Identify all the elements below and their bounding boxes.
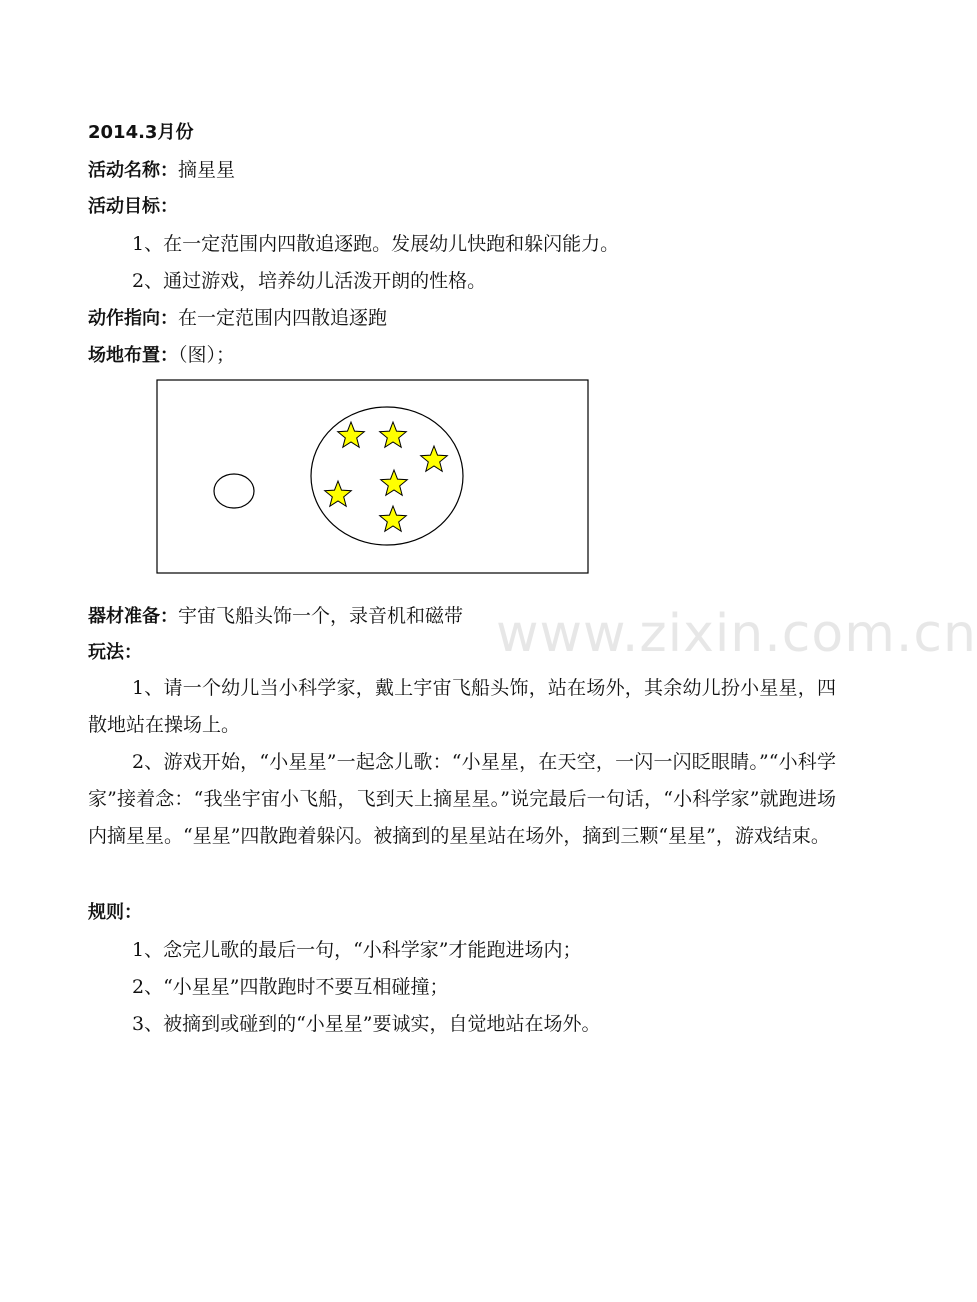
rules-label: 规则： bbox=[88, 902, 142, 923]
venue-row bbox=[88, 343, 235, 368]
gameplay-item: 1、请一个幼儿当小科学家，戴上宇宙飞船头饰，站在场外，其余幼儿扮小星星，四散地站在操场上。 bbox=[88, 677, 836, 736]
venue-diagram bbox=[156, 379, 590, 575]
scientist-circle bbox=[214, 474, 254, 508]
action-guide-label: 动作指向： bbox=[88, 308, 178, 329]
document-date: 2014.3月份 bbox=[88, 122, 194, 143]
activity-name-value: 摘星星 bbox=[178, 159, 236, 181]
rule-item: 2、“小星星”四散跑时不要互相碰撞； bbox=[132, 976, 449, 998]
gameplay-label: 玩法： bbox=[88, 642, 142, 663]
goal-item: 1、在一定范围内四散追逐跑。发展幼儿快跑和躲闪能力。 bbox=[132, 233, 620, 255]
materials-value: 宇宙飞船头饰一个，录音机和磁带 bbox=[178, 605, 464, 627]
rule-item: 1、念完儿歌的最后一句，“小科学家”才能跑进场内； bbox=[132, 939, 582, 961]
action-guide-value: 在一定范围内四散追逐跑 bbox=[178, 307, 388, 329]
activity-name-row bbox=[88, 158, 235, 183]
venue-diagram-svg bbox=[156, 379, 590, 575]
activity-name-label: 活动名称： bbox=[88, 160, 178, 181]
venue-value: （图）； bbox=[178, 344, 236, 366]
goals-label: 活动目标： bbox=[88, 196, 178, 217]
rule-item: 3、被摘到或碰到的“小星星”要诚实，自觉地站在场外。 bbox=[132, 1013, 601, 1035]
venue-label: 场地布置： bbox=[88, 345, 178, 366]
watermark: www.zixin.com.cn bbox=[496, 604, 977, 664]
materials-row bbox=[88, 604, 463, 629]
action-guide-row bbox=[88, 306, 387, 331]
gameplay-item: 2、游戏开始，“小星星”一起念儿歌：“小星星，在天空，一闪一闪眨眼睛。”“小科学家”接着念：“我坐宇宙小飞船，飞到天上摘星星。”说完最后一句话，“小科学家”就跑进场内摘星星。“星星”四散跑着躲闪。被摘到的星星站在场外，摘到三颗“星星”，游戏结束。 bbox=[88, 751, 836, 847]
goal-item: 2、通过游戏，培养幼儿活泼开朗的性格。 bbox=[132, 270, 487, 292]
materials-label: 器材准备： bbox=[88, 606, 178, 627]
